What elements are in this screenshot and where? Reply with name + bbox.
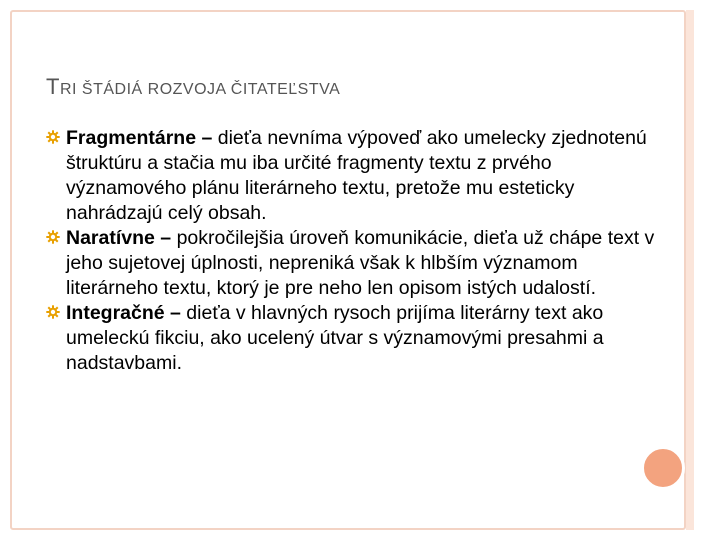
item-term: Fragmentárne – xyxy=(66,127,218,149)
item-description: pokročilejšia úroveň komunikácie, dieťa už chápe text v jeho sujetovej úplnosti, nepreniká však k hlbším významom literárneho textu, ktorý je pre neho len opisom istých udalostí. xyxy=(66,227,655,299)
list-item-integracne xyxy=(46,301,666,376)
item-text xyxy=(66,126,666,226)
sun-gear-icon xyxy=(46,130,60,144)
sun-gear-icon xyxy=(46,230,60,244)
item-description: dieťa nevníma výpoveď ako umelecky zjednotenú štruktúru a stačia mu iba určité fragmenty textu z prvého významového plánu literárneho textu, pretože mu esteticky nahrádzajú celý obsah. xyxy=(66,127,647,224)
list-item-fragmentarne xyxy=(46,126,666,226)
item-description: dieťa v hlavných rysoch prijíma literárny text ako umeleckú fikciu, ako ucelený útvar s významovými presahmi a nadstavbami. xyxy=(66,302,604,374)
title-rest: RI ŠTÁDIÁ ROZVOJA ČITATEĽSTVA xyxy=(59,81,341,98)
accent-circle xyxy=(641,446,685,490)
list-item-narativne xyxy=(46,226,666,301)
item-term: Integračné – xyxy=(66,302,187,324)
slide-title xyxy=(46,74,340,100)
item-text xyxy=(66,301,666,376)
item-term: Naratívne – xyxy=(66,227,177,249)
item-text xyxy=(66,226,666,301)
sun-gear-icon xyxy=(46,305,60,319)
title-first-letter: T xyxy=(46,74,60,99)
bullet-list xyxy=(46,126,666,376)
accent-strip xyxy=(686,10,694,530)
